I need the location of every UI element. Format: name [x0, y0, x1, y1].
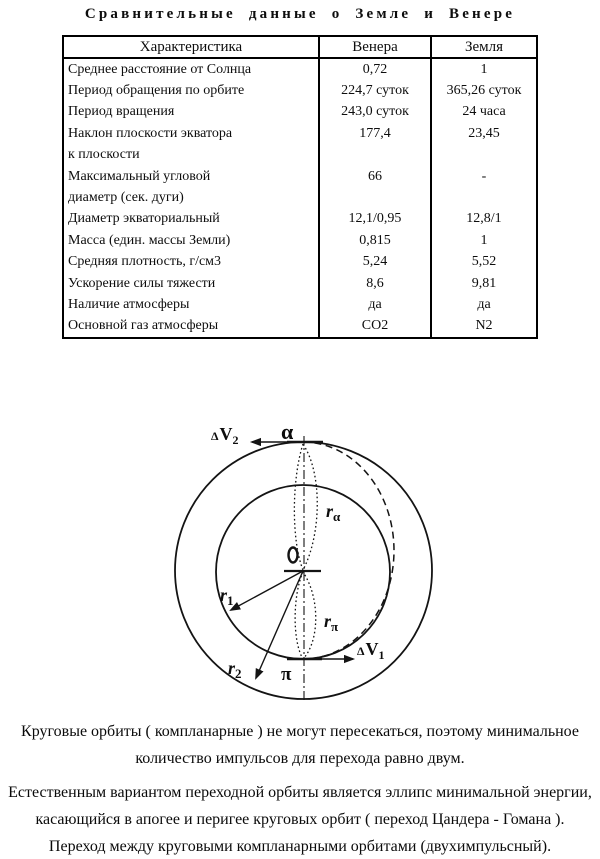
table-row-earth: 1 — [480, 232, 488, 248]
table-row-label: Средняя плотность, г/см3 — [64, 251, 320, 272]
page-title: Сравнительные данные о Земле и Венере — [84, 6, 516, 22]
r2-label: $r_2$ — [228, 658, 242, 681]
notes-paragraphs — [0, 718, 600, 859]
column-header-venus: Венера — [320, 37, 432, 59]
table-row-earth: 12,8/1 — [466, 211, 502, 227]
comparison-table — [62, 35, 538, 339]
table-row-label: Период вращения — [64, 102, 320, 123]
perigee-radius-petal — [295, 572, 316, 659]
table-row-label: к плоскости — [64, 145, 320, 166]
table-row-label: Ускорение силы тяжести — [64, 273, 320, 294]
column-header-earth: Земля — [432, 37, 536, 59]
transfer-ellipse-dashed — [303, 442, 394, 659]
table-row-label: Масса (един. массы Земли) — [64, 230, 320, 251]
focus-marker — [289, 548, 298, 563]
table-row-label: Основной газ атмосферы — [64, 316, 320, 337]
table-row-label: диаметр (сек. дуги) — [64, 187, 320, 208]
r2-arrow — [256, 571, 303, 678]
table-row-label: Среднее расстояние от Солнца — [64, 59, 320, 80]
table-row-earth: 24 часа — [462, 104, 506, 120]
hohmann-transfer-diagram — [145, 398, 480, 713]
table-row-venus: 177,4 — [320, 123, 432, 144]
note-line: количество импульсов для перехода равно двум. — [135, 750, 465, 767]
table-row-earth: 5,52 — [471, 254, 497, 270]
r-perigee-label: $r_\pi$ — [324, 611, 339, 634]
r1-label: $r_1$ — [220, 585, 234, 608]
note-line: Естественным вариантом переходной орбиты является эллипс минимальной энергии, — [8, 784, 592, 801]
table-row-venus — [320, 145, 432, 166]
table-row-venus: 12,1/0,95 — [320, 209, 432, 230]
table-row-earth: 9,81 — [471, 275, 497, 291]
column-header-characteristic: Характеристика — [64, 37, 320, 59]
table-row-venus: 66 — [320, 166, 432, 187]
table-row-earth: 365,26 суток — [446, 83, 522, 99]
table-row-earth — [432, 187, 536, 208]
table-row-label: Диаметр экваториальный — [64, 209, 320, 230]
apogee-label: α — [281, 419, 294, 444]
table-row-earth: 1 — [480, 61, 488, 77]
perigee-label: π — [281, 664, 292, 685]
table-row-label: Максимальный угловой — [64, 166, 320, 187]
table-row-earth — [432, 145, 536, 166]
table-row-earth: 23,45 — [468, 125, 500, 141]
table-row-venus — [320, 187, 432, 208]
table-row-label: Период обращения по орбите — [64, 80, 320, 101]
table-row-label: Наличие атмосферы — [64, 294, 320, 315]
note-line: Переход между круговыми компланарными орбитами (двухимпульсный). — [48, 838, 552, 855]
table-row-venus: 243,0 суток — [320, 102, 432, 123]
table-row-earth: да — [477, 296, 491, 312]
delta-v2-label: $\Delta V_2$ — [211, 424, 239, 447]
table-row-earth: - — [481, 168, 487, 184]
table-row-label: Наклон плоскости экватора — [64, 123, 320, 144]
table-row-earth: N2 — [475, 318, 493, 334]
table-row-venus: 0,815 — [320, 230, 432, 251]
r-apogee-label: $r_\alpha$ — [326, 501, 341, 524]
table-row-venus: 0,72 — [320, 59, 432, 80]
r1-arrow — [231, 571, 303, 610]
delta-v1-label: $\Delta V_1$ — [357, 639, 385, 662]
table-row-venus: 5,24 — [320, 251, 432, 272]
table-row-venus: 224,7 суток — [320, 80, 432, 101]
note-line: касающийся в апогее и перигее круговых орбит ( переход Цандера - Гомана ). — [35, 811, 565, 828]
table-row-venus: CO2 — [320, 316, 432, 337]
table-row-venus: 8,6 — [320, 273, 432, 294]
note-line: Круговые орбиты ( компланарные ) не могут пересекаться, поэтому минимальное — [21, 723, 579, 740]
table-row-venus: да — [320, 294, 432, 315]
